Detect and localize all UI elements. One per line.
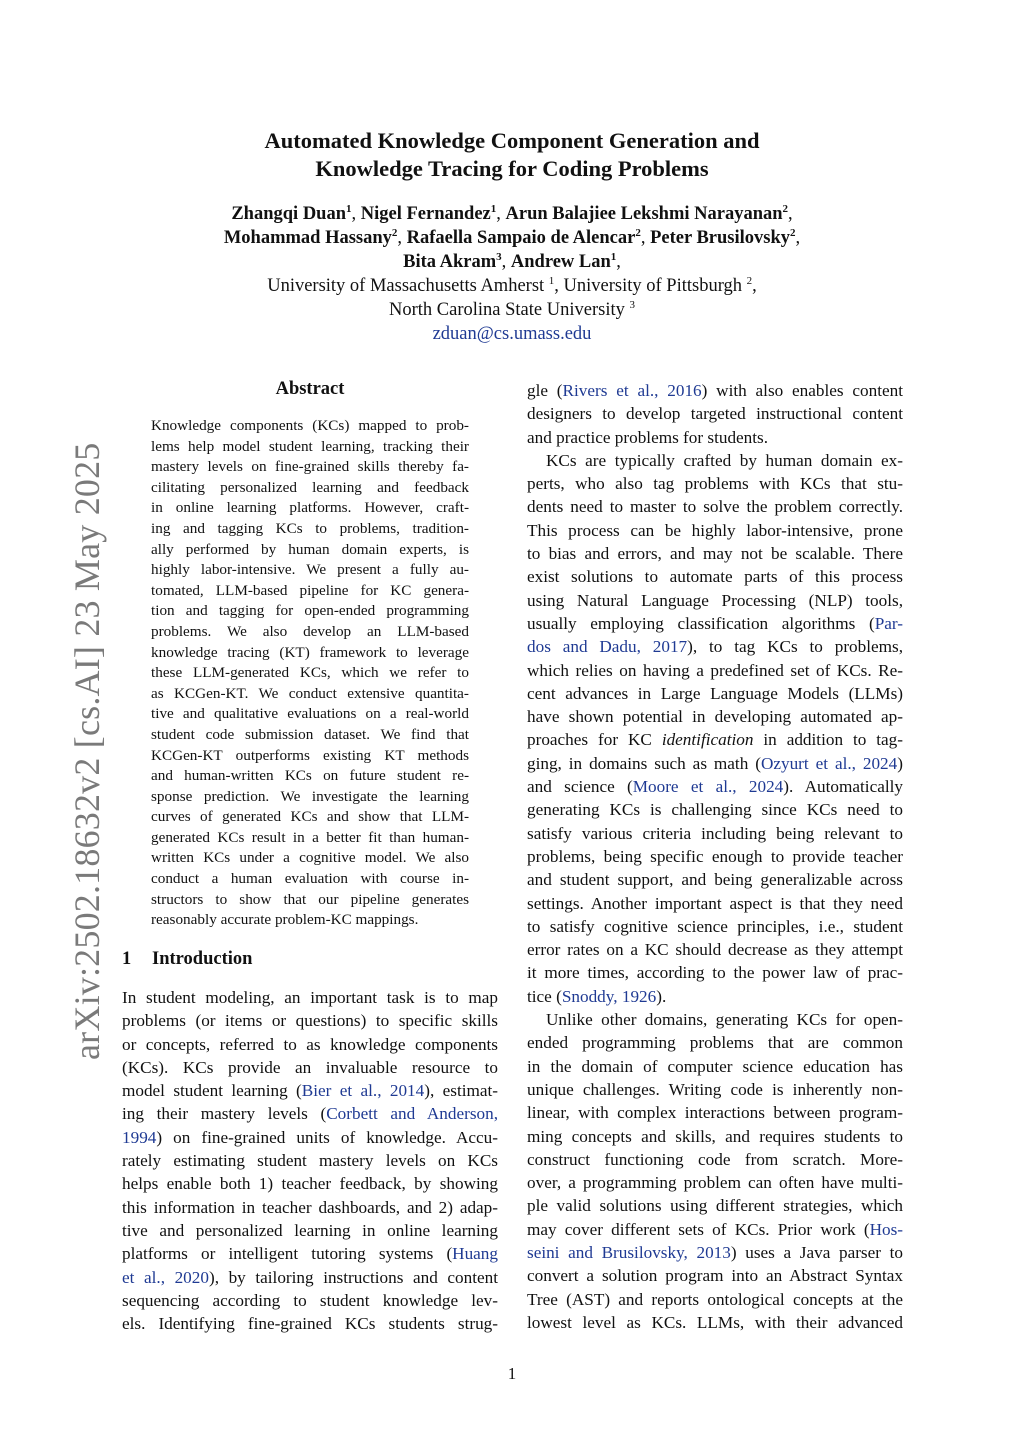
abstract-line: and human-written KCs on future student re- (151, 767, 469, 785)
abstract-line: structors to show that our pipeline generates (151, 890, 469, 908)
title-line: Knowledge Tracing for Coding Problems (315, 156, 709, 181)
citation-link[interactable]: Moore et al., 2024 (632, 777, 784, 797)
text-line (527, 589, 903, 612)
citation-link[interactable]: Snoddy, 1926 (561, 986, 657, 1006)
text-line (122, 1079, 498, 1102)
text-span: which relies on having a predefined set of KCs. Re- (527, 660, 903, 680)
text-line (527, 1311, 903, 1334)
text-line (527, 1031, 903, 1054)
text-line (527, 659, 903, 682)
section-heading (122, 949, 252, 970)
text-span: to bias and errors, and may not be scalable. There (527, 544, 903, 564)
abstract-line: conduct a human evaluation with course in- (151, 870, 469, 888)
text-span: usually employing classification algorithms ( (527, 613, 875, 633)
affiliation-text: , University of Pittsburgh (554, 276, 747, 296)
abstract-body (151, 416, 469, 931)
text-line (527, 1055, 903, 1078)
text-line (527, 1218, 903, 1241)
affiliation-line (120, 274, 904, 298)
author-separator: , (640, 228, 651, 248)
text-span: ). (656, 986, 667, 1006)
text-span: KCs are typically crafted by human domain ex- (546, 450, 903, 470)
affiliation-text: University of Massachusetts Amherst (267, 276, 549, 296)
text-span: ended programming problems that are common (527, 1033, 903, 1053)
paper-title (150, 127, 874, 183)
emphasis-text: identification (661, 730, 754, 750)
text-line (122, 1149, 498, 1172)
text-span: exist solutions to automate parts of this process (527, 567, 903, 587)
abstract-line: tive and qualitative evaluations on a real-world (151, 705, 469, 723)
citation-link[interactable]: 1994 (122, 1127, 157, 1147)
text-span: to satisfy cognitive science principles, i.e., student (527, 916, 903, 936)
text-line (527, 542, 903, 565)
author-affiliation-mark: 2 (790, 226, 796, 239)
text-span: This process can be highly labor-intensive, prone (527, 520, 903, 540)
text-span: in addition to tag- (753, 730, 903, 750)
text-line (527, 822, 903, 845)
text-span: ), by tailoring instructions and content (208, 1267, 498, 1287)
text-line (527, 868, 903, 891)
text-span: linear, with complex interactions between program- (527, 1103, 903, 1123)
author-line (120, 226, 904, 250)
text-span: ple valid solutions using different strategies, which (527, 1196, 903, 1216)
text-span: have shown potential in developing automated ap- (527, 707, 903, 727)
abstract-line: tion and tagging for open-ended programming (151, 602, 469, 620)
text-line (527, 845, 903, 868)
author-line (120, 250, 904, 274)
author-separator: , (496, 204, 506, 224)
text-span: rately estimating student mastery levels on KCs (122, 1151, 498, 1171)
text-span: platforms or intelligent tutoring systems ( (122, 1244, 453, 1264)
title-line: Automated Knowledge Component Generation and (264, 128, 760, 153)
citation-link[interactable]: Ozyurt et al., 2024 (760, 753, 898, 773)
abstract-line: Knowledge components (KCs) mapped to prob- (151, 417, 469, 434)
text-line (527, 1194, 903, 1217)
text-line (527, 1288, 903, 1311)
text-line (122, 1033, 498, 1056)
text-span: settings. Another important aspect is that they need (527, 893, 903, 913)
text-span: over, a programming problem can often have multi- (527, 1173, 903, 1193)
text-span: ) on fine-grained units of knowledge. Accu- (156, 1127, 498, 1147)
text-line (122, 1242, 498, 1265)
text-span: ) (897, 753, 903, 773)
author-separator: , (795, 228, 801, 248)
abstract-line: these LLM-generated KCs, which we refer to (151, 664, 469, 682)
text-span: ming concepts and skills, and requires students to (527, 1126, 903, 1146)
citation-link[interactable]: dos and Dadu, 2017 (527, 637, 688, 657)
text-line (527, 775, 903, 798)
text-span: In student modeling, an important task is to map (122, 988, 498, 1007)
text-span: generating KCs is challenging since KCs need to (527, 800, 903, 820)
author-affiliation-mark: 1 (346, 202, 352, 215)
text-span: perts, who also tag problems with KCs that stu- (527, 474, 903, 494)
text-span: satisfy various criteria including being relevant to (527, 823, 903, 843)
text-line (527, 1101, 903, 1124)
affiliation-sup: 2 (746, 274, 753, 287)
author-affiliation-mark: 3 (496, 250, 502, 263)
text-line (527, 495, 903, 518)
author-separator: , (501, 252, 511, 272)
text-span: ing their mastery levels ( (122, 1104, 327, 1124)
text-span: model student learning ( (122, 1081, 302, 1101)
text-span: and science ( (527, 777, 633, 797)
author-name: Peter Brusilovsky (650, 228, 791, 248)
text-line (527, 728, 903, 751)
abstract-line: reasonably accurate problem-KC mappings. (151, 911, 419, 929)
author-affiliation-mark: 1 (610, 250, 617, 263)
text-span: (KCs). KCs provide an invaluable resource to (122, 1057, 498, 1077)
author-affiliation-mark: 2 (635, 226, 641, 239)
text-line (527, 798, 903, 821)
text-line (122, 1312, 498, 1335)
affiliation-text: , (752, 276, 757, 296)
text-span: gle ( (527, 381, 563, 400)
abstract-line: problems. We also develop an LLM-based (151, 622, 469, 640)
text-line (122, 1266, 498, 1289)
text-span: unique challenges. Writing code is inherently non- (527, 1079, 903, 1099)
abstract-line: cilitating personalized learning and feedback (151, 478, 469, 496)
abstract-line: curves of generated KCs and show that LLM- (151, 808, 469, 826)
text-span: and student support, and being generalizable across (527, 870, 903, 890)
text-span: ging, in domains such as math ( (527, 753, 761, 773)
text-line (527, 1125, 903, 1148)
abstract-line: KCGen-KT outperforms existing KT methods (151, 746, 469, 764)
text-span: sequencing according to student knowledge lev- (122, 1290, 498, 1310)
text-span: construct functioning code from scratch. More- (527, 1149, 903, 1169)
affiliation-sup: 3 (629, 298, 635, 311)
text-span: designers to develop targeted instructional content (527, 404, 903, 424)
arxiv-identifier: arXiv:2502.18632v2 [cs.AI] 23 May 2025 (67, 442, 107, 1060)
text-line (122, 1009, 498, 1032)
text-span: ) with also enables content (701, 381, 903, 400)
text-span: in the domain of computer science education has (527, 1056, 903, 1076)
text-span: may cover different sets of KCs. Prior work ( (527, 1219, 870, 1239)
text-span: lowest level as KCs. LLMs, with their advanced (527, 1312, 903, 1332)
citation-link[interactable]: Corbett and Anderson, (326, 1104, 499, 1124)
abstract-line: written KCs under a cognitive model. We also (151, 849, 469, 867)
author-name: Andrew Lan (510, 252, 611, 272)
text-line (527, 449, 903, 472)
abstract-line: ally performed by human domain experts, is (151, 540, 469, 558)
abstract-line: knowledge tracing (KT) framework to leverage (151, 643, 469, 661)
abstract-line: student code submission dataset. We find that (151, 725, 469, 743)
text-span: ), estimat- (424, 1081, 499, 1101)
author-block (120, 202, 904, 346)
text-line (527, 379, 903, 402)
text-span: ), to tag KCs to problems, (687, 637, 903, 657)
abstract-line: mastery levels on fine-grained skills thereby fa- (151, 458, 469, 476)
author-name: Nigel Fernandez (360, 204, 491, 224)
text-span: cent advances in Large Language Models (LLMs) (527, 683, 903, 703)
affiliation-sup: 1 (548, 274, 555, 287)
text-line (527, 426, 903, 449)
text-span: Unlike other domains, generating KCs for open- (546, 1010, 903, 1030)
author-separator: , (788, 204, 793, 224)
text-span: error rates on a KC should decrease as they attempt (527, 940, 903, 960)
text-line (527, 1241, 903, 1264)
citation-link[interactable]: Rivers et al., 2016 (562, 381, 702, 400)
author-separator: , (397, 228, 407, 248)
text-line (527, 1171, 903, 1194)
abstract-line: ing and tagging KCs to problems, tradition- (151, 519, 469, 537)
text-line (527, 565, 903, 588)
affiliation-line (120, 298, 904, 322)
author-separator: , (616, 252, 621, 272)
text-line (527, 915, 903, 938)
text-line (527, 961, 903, 984)
author-name: Zhangqi Duan (231, 204, 347, 224)
author-affiliation-mark: 1 (490, 202, 497, 215)
text-line (122, 1126, 498, 1149)
text-span: problems, being specific enough to provide teacher (527, 846, 903, 866)
abstract-line: tomated, LLM-based pipeline for KC genera- (151, 581, 469, 599)
affiliation-text: North Carolina State University (389, 300, 630, 320)
text-span: using Natural Language Processing (NLP) tools, (527, 590, 903, 610)
text-span: proaches for KC (527, 730, 662, 750)
text-span: problems (or items or questions) to specific skills (122, 1011, 498, 1031)
text-span: helps enable both 1) teacher feedback, by showing (122, 1174, 498, 1194)
author-name: Mohammad Hassany (223, 228, 392, 248)
author-line (120, 202, 904, 226)
text-span: Tree (AST) and reports ontological concepts at the (527, 1289, 903, 1309)
text-line (527, 1008, 903, 1031)
email-link[interactable]: zduan@cs.umass.edu (432, 324, 592, 344)
text-line (527, 1148, 903, 1171)
author-separator: , (351, 204, 361, 224)
text-line (527, 985, 903, 1008)
abstract-line: in online learning platforms. However, craft- (151, 499, 469, 517)
text-line (122, 1219, 498, 1242)
author-name: Rafaella Sampaio de Alencar (406, 228, 636, 248)
citation-link[interactable]: seini and Brusilovsky, 2013 (527, 1242, 731, 1262)
citation-link[interactable]: Bier et al., 2014 (301, 1081, 425, 1101)
text-line (527, 752, 903, 775)
text-line (527, 612, 903, 635)
text-span: and practice problems for students. (527, 427, 769, 447)
text-span: ) uses a Java parser to (730, 1242, 903, 1262)
text-line (122, 1289, 498, 1312)
text-line (122, 1172, 498, 1195)
text-line (527, 1264, 903, 1287)
text-span: tive and personalized learning in online learning (122, 1220, 498, 1240)
citation-link[interactable]: Par- (874, 613, 903, 633)
text-line (527, 1078, 903, 1101)
text-span: convert a solution program into an Abstract Syntax (527, 1266, 903, 1286)
author-affiliation-mark: 2 (391, 226, 398, 239)
citation-link[interactable]: Hos- (869, 1219, 903, 1239)
text-span: tice ( (527, 986, 562, 1006)
left-column-text (122, 986, 498, 1335)
text-line (122, 1056, 498, 1079)
abstract-line: generated KCs result in a better fit than human- (151, 828, 469, 846)
text-span: it more times, according to the power law of prac- (527, 963, 903, 983)
text-line (527, 635, 903, 658)
section-number: 1 (122, 949, 132, 969)
text-line (527, 402, 903, 425)
abstract-line: highly labor-intensive. We present a fully au- (151, 561, 469, 579)
right-column-text (527, 379, 903, 1334)
page-number: 1 (507, 1364, 517, 1383)
text-span: dents need to master to solve the problem correctly. (527, 497, 903, 517)
text-line (527, 892, 903, 915)
text-line (122, 986, 498, 1009)
text-line (122, 1102, 498, 1125)
text-span: ). Automatically (783, 777, 903, 797)
text-line (527, 938, 903, 961)
citation-link[interactable]: Huang (452, 1244, 498, 1264)
text-span: this information in teacher dashboards, and 2) adap- (122, 1197, 498, 1217)
text-line (527, 705, 903, 728)
text-line (527, 682, 903, 705)
text-span: els. Identifying fine-grained KCs students strug- (122, 1314, 498, 1334)
section-title: Introduction (152, 949, 253, 969)
text-span: or concepts, referred to as knowledge components (122, 1034, 498, 1054)
abstract-line: sponse prediction. We investigate the learning (151, 787, 469, 805)
author-name: Arun Balajiee Lekshmi Narayanan (505, 204, 783, 224)
abstract-line: lems help model student learning, tracking their (151, 437, 469, 455)
abstract-line: as KCGen-KT. We conduct extensive quantita- (151, 684, 469, 702)
abstract-heading: Abstract (275, 379, 345, 399)
author-affiliation-mark: 2 (782, 202, 789, 215)
author-name: Bita Akram (403, 252, 497, 272)
text-line (122, 1196, 498, 1219)
citation-link[interactable]: et al., 2020 (122, 1267, 209, 1287)
text-line (527, 472, 903, 495)
text-line (527, 519, 903, 542)
